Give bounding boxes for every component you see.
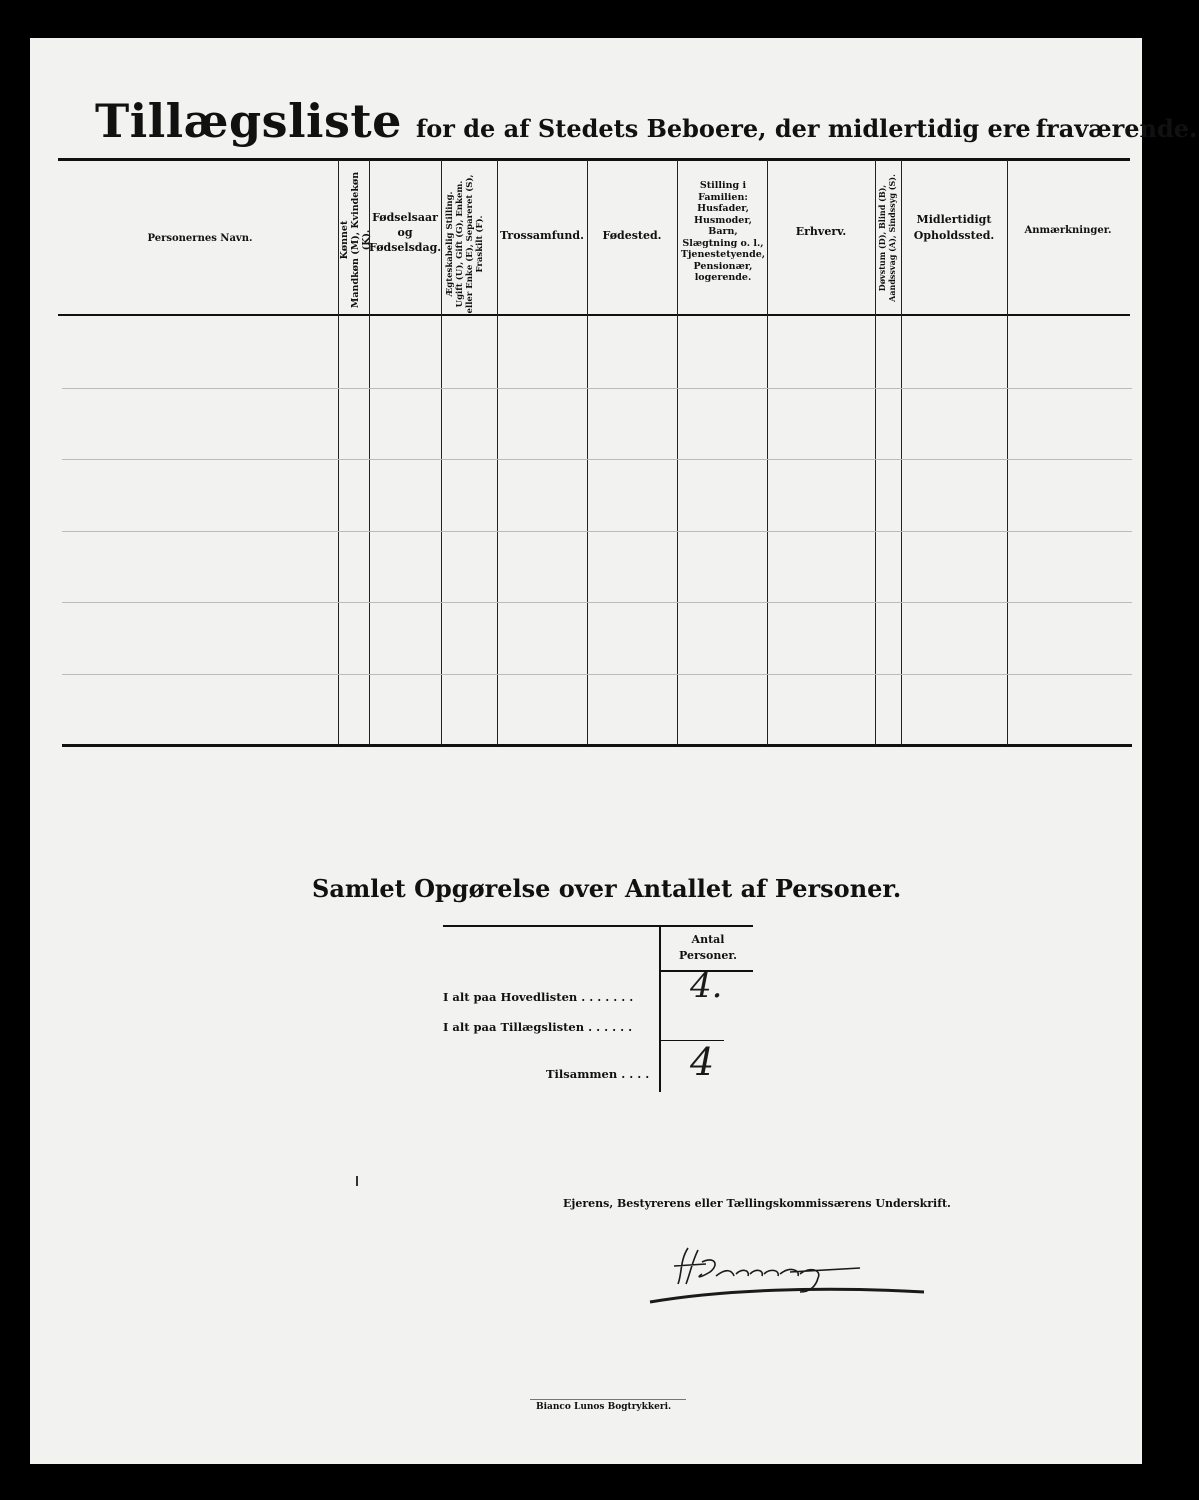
summary-row-total: Tilsammen . . . . bbox=[546, 1067, 650, 1081]
table-row-line bbox=[62, 459, 1132, 460]
col-divider bbox=[875, 160, 876, 745]
col-divider bbox=[677, 160, 678, 745]
table-row-line bbox=[62, 388, 1132, 389]
printer-imprint: Bianco Lunos Bogtrykkeri. bbox=[536, 1402, 672, 1412]
table-row-line bbox=[62, 602, 1132, 603]
summary-row-supplement: I alt paa Tillægslisten . . . . . . bbox=[443, 1020, 633, 1034]
page-title bbox=[95, 94, 1198, 148]
header-occupation: Erhverv. bbox=[795, 225, 847, 238]
summary-divider bbox=[659, 926, 661, 1092]
table-row-line bbox=[62, 674, 1132, 675]
col-divider bbox=[497, 160, 498, 745]
summary-col-header: Antal Personer. bbox=[679, 933, 737, 962]
header-birth: Fødselsaar og Fødselsdag. bbox=[369, 211, 442, 254]
printer-rule bbox=[530, 1399, 686, 1400]
table-header-rule bbox=[58, 314, 1130, 316]
header-birthplace: Fødested. bbox=[602, 229, 662, 242]
header-sex: Kønnet Mandkøn (M), Kvindekøn (K). bbox=[339, 171, 372, 309]
summary-row-main: I alt paa Hovedlisten . . . . . . . bbox=[443, 990, 634, 1004]
col-divider bbox=[901, 160, 902, 745]
header-residence: Midlertidigt Opholdssted. bbox=[913, 213, 995, 242]
col-divider bbox=[587, 160, 588, 745]
header-name: Personernes Navn. bbox=[147, 233, 253, 244]
summary-top-rule bbox=[443, 925, 753, 927]
table-bottom-rule bbox=[62, 744, 1132, 747]
table-row-line bbox=[62, 531, 1132, 532]
col-divider bbox=[1007, 160, 1008, 745]
col-divider bbox=[441, 160, 442, 745]
summary-title: Samlet Opgørelse over Antallet af Personer. bbox=[312, 874, 902, 903]
header-family: Stilling i Familien: Husfader, Husmoder, Barn, Slægtning o. l., Tjenestetyende, Pensionær, logerende. bbox=[680, 180, 766, 283]
signature-label: Ejerens, Bestyrerens eller Tællingskommissærens Underskrift. bbox=[563, 1197, 951, 1210]
title-rest: for de af Stedets Beboere, der midlertidig ere bbox=[415, 114, 1031, 143]
title-main: Tillægsliste bbox=[95, 94, 402, 148]
handwritten-signature bbox=[640, 1240, 940, 1320]
title-bold-end: fraværende. bbox=[1035, 114, 1198, 143]
header-marital: Ægteskabelig Stilling. Ugift (U), Gift (G), Enkem. eller Enke (E), Separeret (S), Fraskilt (F). bbox=[445, 174, 485, 314]
header-faith: Trossamfund. bbox=[500, 229, 584, 242]
summary-value-main: 4. bbox=[690, 966, 723, 1006]
col-divider bbox=[767, 160, 768, 745]
header-remarks: Anmærkninger. bbox=[1024, 225, 1112, 236]
table-top-rule bbox=[58, 158, 1130, 161]
header-disability: Døvstum (D), Blind (B), Aandssvag (A), Sindssyg (S). bbox=[877, 174, 897, 302]
census-sheet bbox=[30, 38, 1142, 1464]
stray-mark bbox=[356, 1176, 358, 1186]
summary-value-total: 4 bbox=[690, 1040, 715, 1084]
